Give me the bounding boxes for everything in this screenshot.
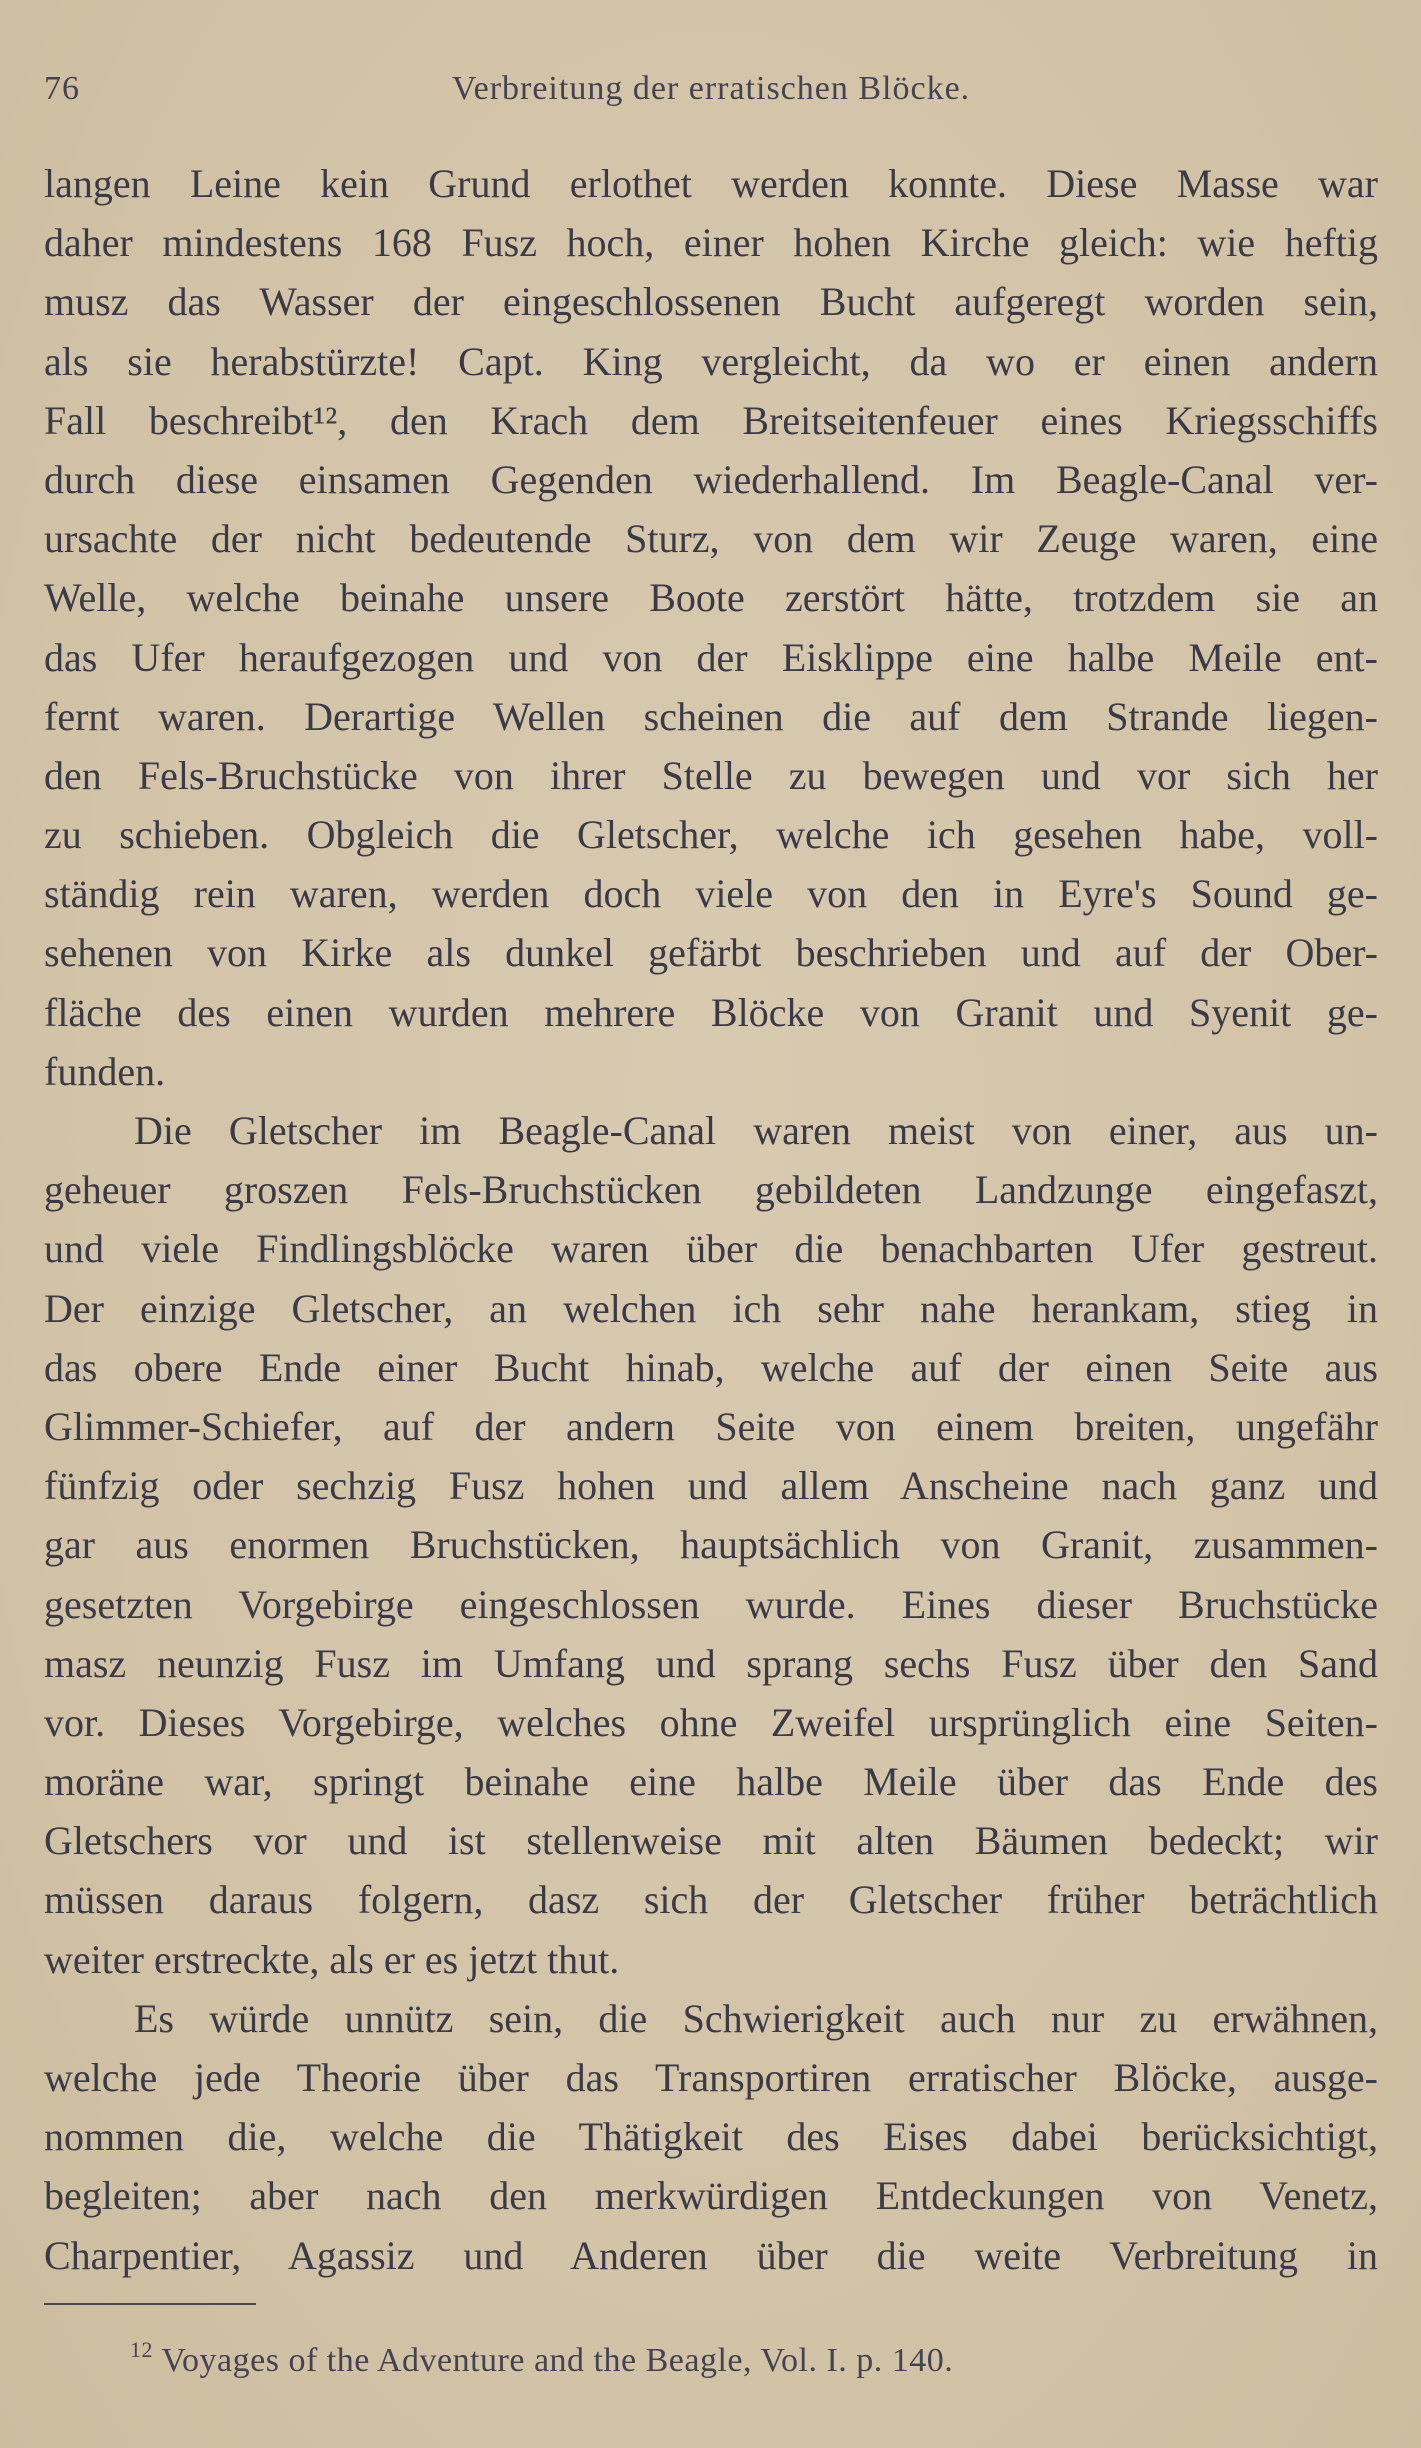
text-line: funden. [44, 1048, 166, 1094]
footnote-rule [44, 2303, 256, 2305]
footnote-marker: 12 [130, 2337, 153, 2362]
text-line: masz neunzig Fusz im Umfang und sprang sechs Fusz über den Sand [44, 1640, 1378, 1686]
text-line: Glimmer-Schiefer, auf der andern Seite von einem breiten, ungefähr [44, 1403, 1378, 1449]
text-line: das Ufer heraufgezogen und von der Eisklippe eine halbe Meile ent- [44, 634, 1378, 680]
text-line: langen Leine kein Grund erlothet werden konnte. Diese Masse war [44, 161, 1378, 206]
text-line: weiter erstreckte, als er es jetzt thut. [44, 1936, 620, 1982]
text-line: Gletschers vor und ist stellenweise mit alten Bäumen bedeckt; wir [44, 1818, 1378, 1864]
text-line: nommen die, welche die Thätigkeit des Eises dabei berücksichtigt, [44, 2114, 1378, 2160]
text-line: Charpentier, Agassiz und Anderen über die weite Verbreitung in [44, 2232, 1378, 2278]
text-line: musz das Wasser der eingeschlossenen Bucht aufgeregt worden sein, [44, 279, 1378, 325]
text-line: und viele Findlingsblöcke waren über die benachbarten Ufer gestreut. [44, 1226, 1378, 1272]
text-line: als sie herabstürzte! Capt. King vergleicht, da wo er einen andern [44, 338, 1378, 384]
text-line: das obere Ende einer Bucht hinab, welche auf der einen Seite aus [44, 1344, 1378, 1390]
page-header [44, 70, 1378, 120]
text-line: fläche des einen wurden mehrere Blöcke von Granit und Syenit ge- [44, 989, 1378, 1035]
text-line: sehenen von Kirke als dunkel gefärbt beschrieben und auf der Ober- [44, 930, 1378, 976]
text-line: ursachte der nicht bedeutende Sturz, von dem wir Zeuge waren, eine [44, 516, 1378, 562]
text-line: zu schieben. Obgleich die Gletscher, welche ich gesehen habe, voll- [44, 812, 1378, 858]
text-line: gar aus enormen Bruchstücken, hauptsächlich von Granit, zusammen- [44, 1522, 1378, 1568]
text-line: müssen daraus folgern, dasz sich der Gletscher früher beträchtlich [44, 1877, 1378, 1923]
text-line: durch diese einsamen Gegenden wiederhallend. Im Beagle-Canal ver- [44, 456, 1378, 502]
page-number: 76 [44, 70, 80, 107]
running-title: Verbreitung der erratischen Blöcke. [451, 70, 971, 107]
text-line: Es würde unnütz sein, die Schwierigkeit auch nur zu erwähnen, [134, 1995, 1378, 2041]
text-line: welche jede Theorie über das Transportiren erratischer Blöcke, ausge- [44, 2055, 1378, 2100]
text-line: daher mindestens 168 Fusz hoch, einer hohen Kirche gleich: wie heftig [44, 220, 1378, 266]
text-line: Welle, welche beinahe unsere Boote zerstört hätte, trotzdem sie an [44, 575, 1378, 621]
footnote-text: Voyages of the Adventure and the Beagle, Vol. I. p. 140. [161, 2342, 954, 2379]
text-line: Der einzige Gletscher, an welchen ich sehr nahe herankam, stieg in [44, 1285, 1378, 1331]
text-line: Fall beschreibt¹², den Krach dem Breitseitenfeuer eines Kriegsschiffs [44, 397, 1378, 443]
text-line: ständig rein waren, werden doch viele von den in Eyre's Sound ge- [44, 871, 1378, 917]
text-line: fernt waren. Derartige Wellen scheinen die auf dem Strande liegen- [44, 693, 1378, 739]
text-line: gesetzten Vorgebirge eingeschlossen wurde. Eines dieser Bruchstücke [44, 1581, 1378, 1627]
text-line: fünfzig oder sechzig Fusz hohen und allem Anscheine nach ganz und [44, 1463, 1378, 1509]
footnote [130, 2337, 954, 2380]
text-line: geheuer groszen Fels-Bruchstücken gebildeten Landzunge eingefaszt, [44, 1167, 1378, 1213]
text-line: moräne war, springt beinahe eine halbe Meile über das Ende des [44, 1759, 1378, 1805]
text-line: Die Gletscher im Beagle-Canal waren meist von einer, aus un- [134, 1108, 1378, 1153]
text-line: vor. Dieses Vorgebirge, welches ohne Zweifel ursprünglich eine Seiten- [44, 1699, 1378, 1745]
text-line: den Fels-Bruchstücke von ihrer Stelle zu bewegen und vor sich her [44, 752, 1378, 798]
body-text [44, 154, 1378, 2285]
text-line: begleiten; aber nach den merkwürdigen Entdeckungen von Venetz, [44, 2173, 1378, 2219]
